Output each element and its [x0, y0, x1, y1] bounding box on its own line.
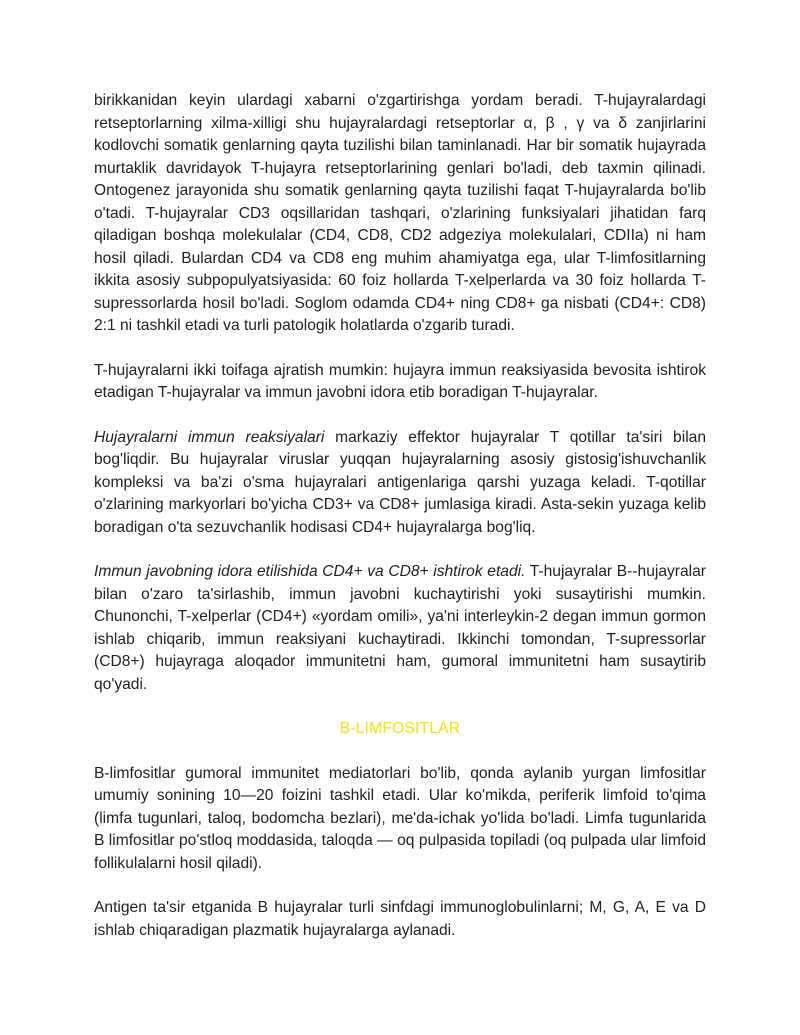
paragraph-antigen-plasma-cells: Antigen ta'sir etganida B hujayralar turli sinfdagi immunoglobulinlarni; M, G, A, E va D ishlab chiqaradigan plazmatik hujayralarga aylanadi. [94, 899, 706, 939]
immune-regulation-text: T-hujayralar B--hujayralar bilan o'zaro ta'sirlashib, immun javobni kuchaytirishi yoki susaytirishi mumkin. Chunonchi, T-xelperlar (CD4+) «yordam omili», ya'ni interleykin-2 degan immun gormon ishlab chiqarib, immun reaksiyani kuchaytiradi. Ikkinchi tomondan, T-supressorlar (CD8+) hujayraga aloqador immunitetni ham, gumoral immunitetni ham susaytirib qo'yadi. [94, 563, 706, 693]
immune-regulation-term: Immun javobning idora etilishida CD4+ va CD8+ ishtirok etadi. [94, 563, 526, 580]
document-page [94, 90, 706, 942]
paragraph-immune-reactions [94, 427, 706, 540]
immune-reactions-term: Hujayralarni immun reaksiyalari [94, 428, 325, 446]
paragraph-immune-regulation [94, 561, 706, 696]
paragraph-t-cell-receptors: birikkanidan keyin ulardagi xabarni o'zgartirishga yordam beradi. T-hujayralardagi retseptorlarning xilma-xilligi shu hujayralardagi retseptorlar α, β , γ va δ zanjirlarini kodlovchi somatik genlarning qayta tuzilishi bilan taminlanadi. Har bir somatik hujayrada murtaklik davridayok T-hujayra retseptorlarining genlari bo'ladi, deb taxmin qilinadi. Ontogenez jarayonida shu somatik genlarning qayta tuzilishi faqat T-hujayralarda bo'lib o'tadi. T-hujayralar CD3 oqsillaridan tashqari, o'zlarining funksiyalari jihatidan farq qiladigan boshqa molekulalar (CD4, CD8, CD2 adgeziya molekulalari, CDIIa) ni ham hosil qiladi. Bulardan CD4 va CD8 eng muhim ahamiyatga ega, ular T-limfositlarning ikkita asosiy subpopulyatsiyasida: 60 foiz hollarda T-xelperlarda va 30 foiz hollarda T-supressorlarda hosil bo'ladi. Soglom odamda CD4+ ning CD8+ ga nisbati (CD4+: CD8) 2:1 ni tashkil etadi va turli patologik holatlarda o'zgarib turadi. [94, 92, 706, 334]
paragraph-t-cell-types: T-hujayralarni ikki toifaga ajratish mumkin: hujayra immun reaksiyasida bevosita ishtirok etadigan T-hujayralar va immun javobni idora etib boradigan T-hujayralar. [94, 361, 706, 401]
immune-reactions-text: markaziy effektor hujayralar T qotillar ta'siri bilan bog'liqdir. Bu hujayralar viruslar yuqqan hujayralarning asosiy gistosig'ishuvchanlik kompleksi va ba'zi o'sma hujayralari antigenlariga qarshi yuzaga keladi. T-qotillar o'zlarining markyorlari bo'yicha CD3+ va CD8+ jumlasiga kiradi. Asta-sekin yuzaga kelib boradigan o'ta sezuvchanlik hodisasi CD4+ hujayralarga bog'liq. [94, 428, 707, 536]
section-heading-b-lymphocytes: B-LIMFOSITLAR [339, 720, 461, 737]
paragraph-b-lymphocytes: B-limfositlar gumoral immunitet mediatorlari bo'lib, qonda aylanib yurgan limfositlar umumiy sonining 10—20 foizini tashkil etadi. Ular ko'mikda, periferik limfoid to'qima (limfa tugunlari, taloq, bodomcha bezlari), me'da-ichak yo'lida bo'ladi. Limfa tugunlarida B limfositlar po'stloq moddasida, taloqda — oq pulpasida topiladi (oq pulpada ular limfoid follikulalarni hosil qiladi). [94, 764, 706, 872]
